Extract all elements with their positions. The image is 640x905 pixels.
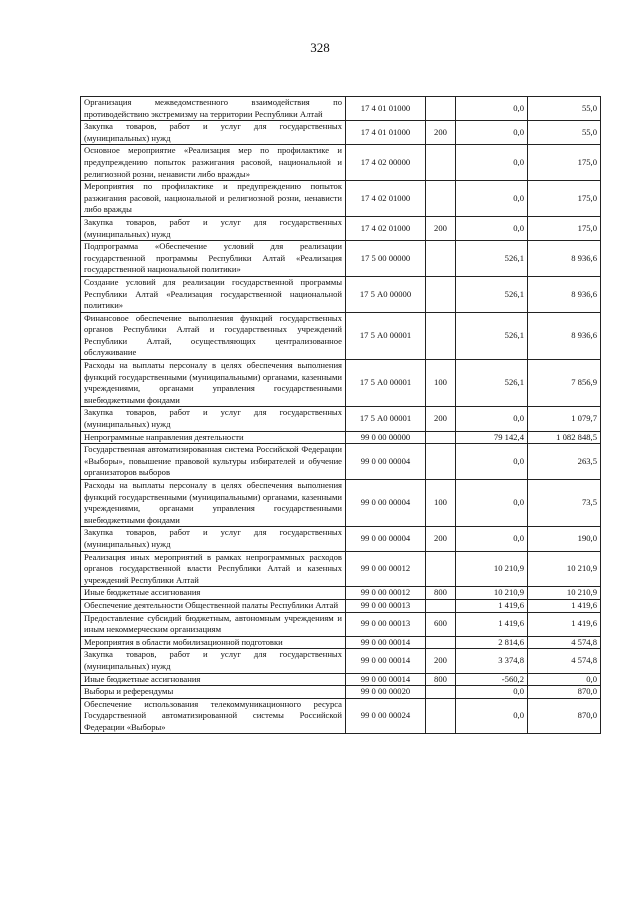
item-name: Обеспечение деятельности Общественной палаты Республики Алтай: [81, 599, 346, 612]
amount-change: 0,0: [456, 181, 528, 217]
table-row: [81, 216, 601, 240]
target-code: 99 0 00 00013: [346, 612, 426, 636]
expense-type: [426, 312, 456, 359]
amount-change: 0,0: [456, 145, 528, 181]
table-row: [81, 527, 601, 551]
target-code: 17 4 02 00000: [346, 145, 426, 181]
amount-total: 1 419,6: [528, 599, 601, 612]
amount-change: 10 210,9: [456, 551, 528, 587]
item-name: Мероприятия по профилактике и предупреждению попыток разжигания расовой, национальной и религиозной розни, ненависти либо вражды: [81, 181, 346, 217]
expense-type: 200: [426, 649, 456, 673]
target-code: 17 5 А0 00001: [346, 312, 426, 359]
amount-change: 526,1: [456, 360, 528, 407]
item-name: Закупка товаров, работ и услуг для государственных (муниципальных) нужд: [81, 121, 346, 145]
item-name: Подпрограмма «Обеспечение условий для реализации государственной программы Республики Алтай «Реализация государственной национальной политики»: [81, 241, 346, 277]
table-row: [81, 276, 601, 312]
item-name: Мероприятия в области мобилизационной подготовки: [81, 636, 346, 649]
table-row: [81, 444, 601, 480]
expense-type: [426, 444, 456, 480]
amount-total: 55,0: [528, 121, 601, 145]
table-row: [81, 649, 601, 673]
amount-change: 0,0: [456, 121, 528, 145]
target-code: 99 0 00 00012: [346, 551, 426, 587]
amount-total: 10 210,9: [528, 551, 601, 587]
target-code: 99 0 00 00014: [346, 673, 426, 686]
item-name: Организация межведомственного взаимодействия по противодействию экстремизму на территории Республики Алтай: [81, 97, 346, 121]
amount-total: 190,0: [528, 527, 601, 551]
item-name: Расходы на выплаты персоналу в целях обеспечения выполнения функций государственными (муниципальными) органами, казенными учреждениями, органами управления государственными внебюджетными фондами: [81, 360, 346, 407]
target-code: 17 5 А0 00001: [346, 360, 426, 407]
amount-change: 2 814,6: [456, 636, 528, 649]
target-code: 99 0 00 00024: [346, 698, 426, 734]
amount-change: -560,2: [456, 673, 528, 686]
target-code: 99 0 00 00013: [346, 599, 426, 612]
amount-total: 55,0: [528, 97, 601, 121]
target-code: 99 0 00 00004: [346, 527, 426, 551]
expense-type: 800: [426, 673, 456, 686]
table-row: [81, 145, 601, 181]
amount-total: 8 936,6: [528, 312, 601, 359]
amount-total: 263,5: [528, 444, 601, 480]
amount-total: 175,0: [528, 181, 601, 217]
target-code: 99 0 00 00020: [346, 686, 426, 699]
amount-change: 526,1: [456, 241, 528, 277]
item-name: Непрограммные направления деятельности: [81, 431, 346, 444]
target-code: 17 4 02 01000: [346, 181, 426, 217]
target-code: 17 5 А0 00000: [346, 276, 426, 312]
target-code: 99 0 00 00012: [346, 587, 426, 600]
expense-type: 100: [426, 480, 456, 527]
expense-type: [426, 145, 456, 181]
expense-type: [426, 636, 456, 649]
table-row: [81, 312, 601, 359]
amount-total: 0,0: [528, 673, 601, 686]
amount-change: 0,0: [456, 407, 528, 431]
expense-type: 600: [426, 612, 456, 636]
target-code: 17 4 02 01000: [346, 216, 426, 240]
table-row: [81, 431, 601, 444]
target-code: 99 0 00 00000: [346, 431, 426, 444]
table-row: [81, 97, 601, 121]
amount-change: 0,0: [456, 444, 528, 480]
target-code: 99 0 00 00014: [346, 649, 426, 673]
item-name: Обеспечение использования телекоммуникационного ресурса Государственной автоматизированной системы Российской Федерации «Выборы»: [81, 698, 346, 734]
expense-type: [426, 181, 456, 217]
amount-total: 8 936,6: [528, 241, 601, 277]
expense-type: [426, 431, 456, 444]
table-row: [81, 612, 601, 636]
expense-type: [426, 276, 456, 312]
amount-total: 1 082 848,5: [528, 431, 601, 444]
item-name: Закупка товаров, работ и услуг для государственных (муниципальных) нужд: [81, 649, 346, 673]
table-row: [81, 551, 601, 587]
amount-change: 3 374,8: [456, 649, 528, 673]
amount-total: 7 856,9: [528, 360, 601, 407]
amount-total: 4 574,8: [528, 649, 601, 673]
target-code: 99 0 00 00004: [346, 444, 426, 480]
item-name: Реализация иных мероприятий в рамках непрограммных расходов органов государственной власти Республики Алтай и казенных учреждений Республики Алтай: [81, 551, 346, 587]
budget-table-body: [81, 97, 601, 734]
expense-type: 200: [426, 527, 456, 551]
item-name: Иные бюджетные ассигнования: [81, 587, 346, 600]
amount-change: 0,0: [456, 97, 528, 121]
amount-change: 526,1: [456, 312, 528, 359]
expense-type: 200: [426, 121, 456, 145]
amount-total: 4 574,8: [528, 636, 601, 649]
table-row: [81, 480, 601, 527]
item-name: Создание условий для реализации государственной программы Республики Алтай «Реализация государственной национальной политики»: [81, 276, 346, 312]
expense-type: [426, 551, 456, 587]
amount-change: 1 419,6: [456, 599, 528, 612]
item-name: Основное мероприятие «Реализация мер по профилактике и предупреждению попыток разжигания расовой, национальной и религиозной розни, ненависти либо вражды»: [81, 145, 346, 181]
amount-change: 0,0: [456, 480, 528, 527]
amount-total: 175,0: [528, 216, 601, 240]
amount-total: 73,5: [528, 480, 601, 527]
expense-type: [426, 97, 456, 121]
amount-change: 526,1: [456, 276, 528, 312]
target-code: 17 4 01 01000: [346, 121, 426, 145]
amount-change: 1 419,6: [456, 612, 528, 636]
expense-type: 200: [426, 216, 456, 240]
item-name: Финансовое обеспечение выполнения функций государственных органов Республики Алтай и государственных учреждений Республики Алтай, осуществляющих централизованное обслуживание: [81, 312, 346, 359]
amount-total: 175,0: [528, 145, 601, 181]
page-number: 328: [310, 40, 330, 55]
amount-change: 0,0: [456, 698, 528, 734]
expense-type: [426, 241, 456, 277]
amount-total: 870,0: [528, 686, 601, 699]
item-name: Предоставление субсидий бюджетным, автономным учреждениям и иным некоммерческим организациям: [81, 612, 346, 636]
budget-table: [80, 96, 601, 734]
expense-type: 100: [426, 360, 456, 407]
amount-total: 1 419,6: [528, 612, 601, 636]
target-code: 99 0 00 00004: [346, 480, 426, 527]
table-row: [81, 241, 601, 277]
table-row: [81, 360, 601, 407]
amount-change: 0,0: [456, 527, 528, 551]
table-row: [81, 698, 601, 734]
expense-type: [426, 698, 456, 734]
item-name: Закупка товаров, работ и услуг для государственных (муниципальных) нужд: [81, 216, 346, 240]
table-row: [81, 181, 601, 217]
item-name: Выборы и референдумы: [81, 686, 346, 699]
amount-total: 8 936,6: [528, 276, 601, 312]
table-row: [81, 686, 601, 699]
table-row: [81, 407, 601, 431]
target-code: 17 5 00 00000: [346, 241, 426, 277]
expense-type: [426, 686, 456, 699]
item-name: Закупка товаров, работ и услуг для государственных (муниципальных) нужд: [81, 527, 346, 551]
target-code: 17 5 А0 00001: [346, 407, 426, 431]
expense-type: 800: [426, 587, 456, 600]
table-row: [81, 673, 601, 686]
table-row: [81, 636, 601, 649]
amount-change: 10 210,9: [456, 587, 528, 600]
amount-total: 10 210,9: [528, 587, 601, 600]
amount-change: 79 142,4: [456, 431, 528, 444]
amount-total: 870,0: [528, 698, 601, 734]
amount-change: 0,0: [456, 686, 528, 699]
expense-type: [426, 599, 456, 612]
amount-change: 0,0: [456, 216, 528, 240]
table-row: [81, 587, 601, 600]
table-row: [81, 599, 601, 612]
target-code: 17 4 01 01000: [346, 97, 426, 121]
item-name: Закупка товаров, работ и услуг для государственных (муниципальных) нужд: [81, 407, 346, 431]
item-name: Иные бюджетные ассигнования: [81, 673, 346, 686]
amount-total: 1 079,7: [528, 407, 601, 431]
table-row: [81, 121, 601, 145]
item-name: Расходы на выплаты персоналу в целях обеспечения выполнения функций государственными (муниципальными) органами, казенными учреждениями, органами управления государственными внебюджетными фондами: [81, 480, 346, 527]
expense-type: 200: [426, 407, 456, 431]
target-code: 99 0 00 00014: [346, 636, 426, 649]
item-name: Государственная автоматизированная система Российской Федерации «Выборы», повышение правовой культуры избирателей и обучение организаторов выборов: [81, 444, 346, 480]
